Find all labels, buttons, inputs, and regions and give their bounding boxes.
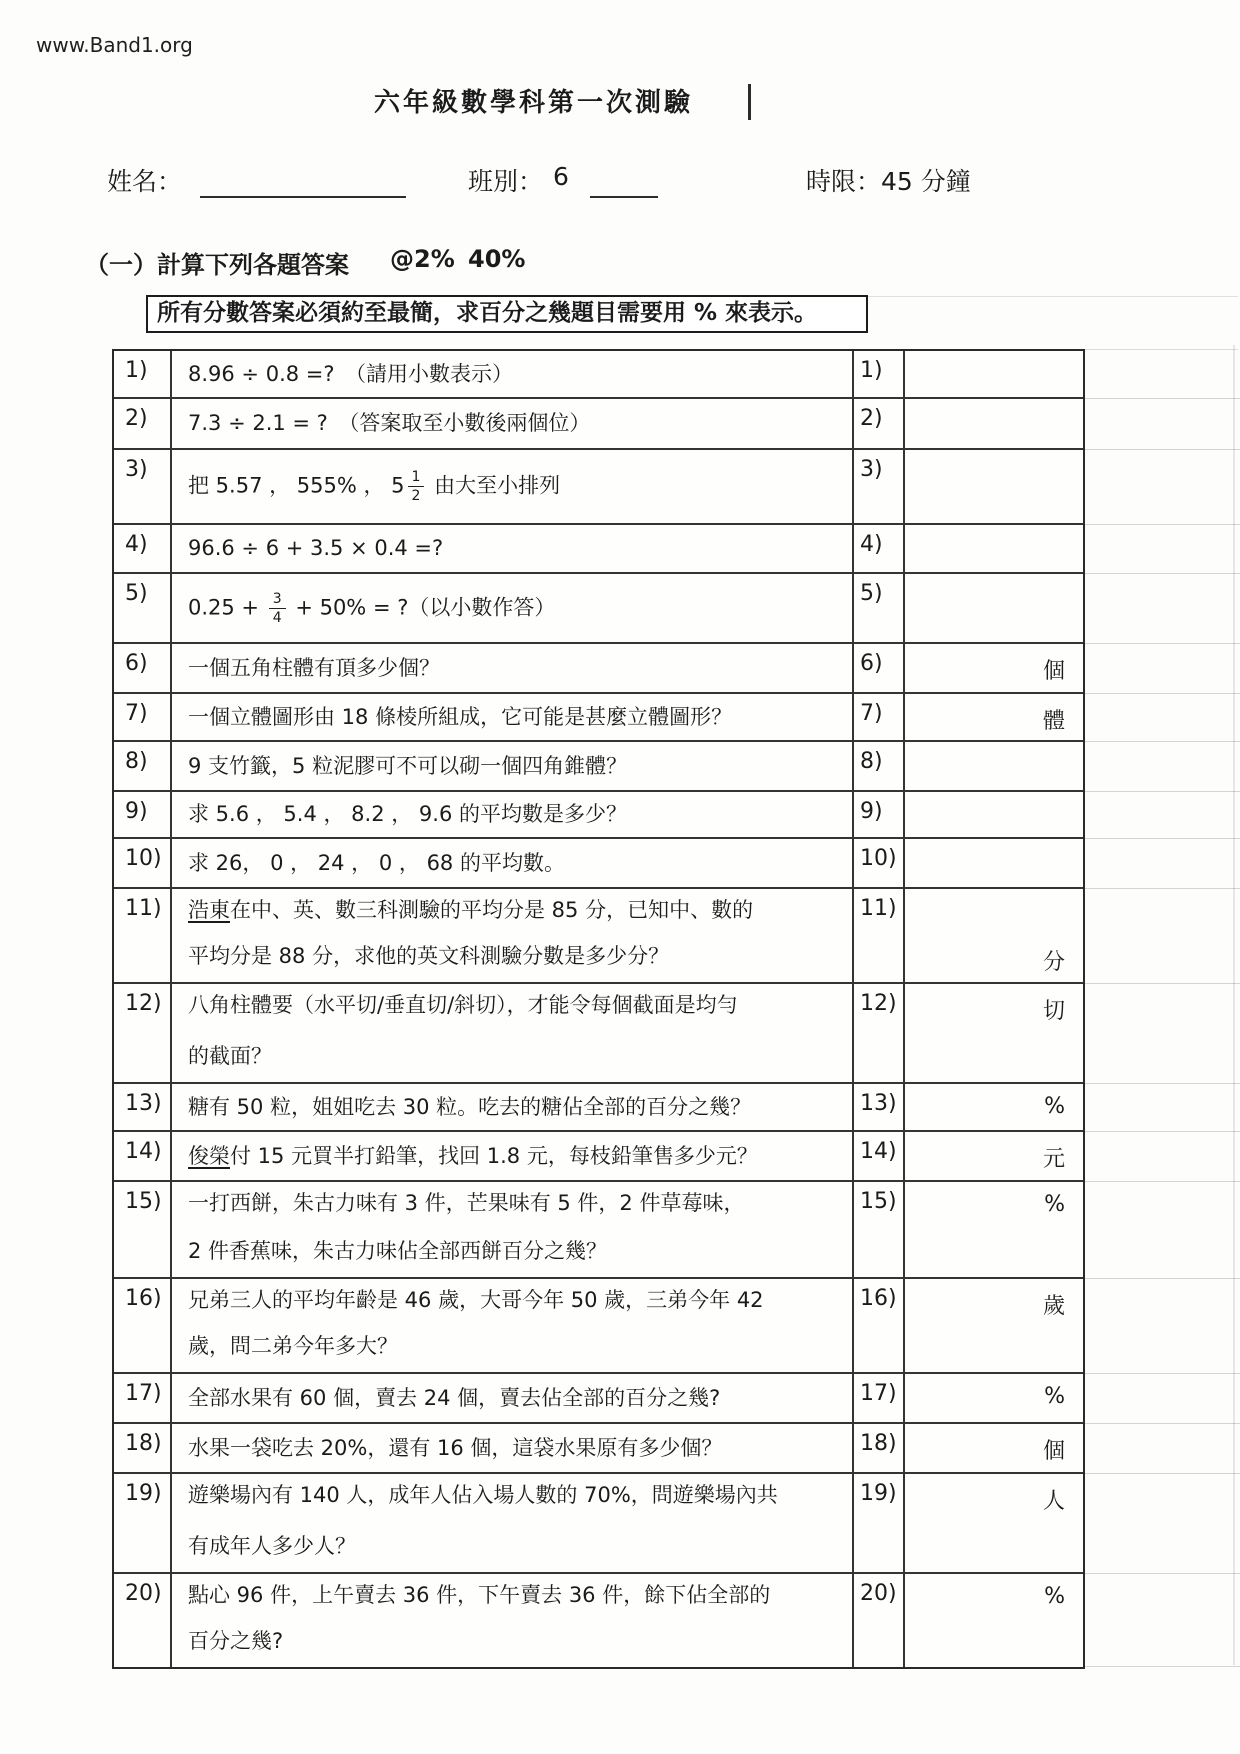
question-number: 7) <box>114 694 172 740</box>
question-number: 4) <box>114 525 172 572</box>
fraction-numerator: 1 <box>408 470 425 487</box>
question-text-line <box>188 1482 844 1508</box>
answer-number: 10) <box>852 839 905 887</box>
question-text <box>172 1374 852 1422</box>
section-heading: （一）計算下列各題答案 <box>85 251 349 279</box>
question-row <box>114 450 1083 525</box>
section-heading-row <box>0 245 1240 281</box>
question-row <box>114 1574 1083 1667</box>
question-row <box>114 644 1083 694</box>
answer-cell <box>905 574 1083 642</box>
scan-edge-artifact <box>1233 345 1235 1665</box>
question-text <box>172 525 852 572</box>
question-row <box>114 1374 1083 1424</box>
question-text-line <box>188 1043 844 1069</box>
answer-number: 18) <box>852 1424 905 1472</box>
text-segment: 96.6 ÷ 6 + 3.5 × 0.4 =? <box>188 536 444 561</box>
answer-cell <box>905 984 1083 1082</box>
answer-cell <box>905 742 1083 790</box>
answer-cell <box>905 1182 1083 1277</box>
text-segment: 百分之幾? <box>188 1628 284 1653</box>
question-text <box>172 450 852 523</box>
text-segment: 0.25 + <box>188 595 266 619</box>
total-marks: 40% <box>468 245 526 273</box>
question-row <box>114 889 1083 984</box>
answer-number: 12) <box>852 984 905 1082</box>
question-row <box>114 525 1083 574</box>
question-number: 2) <box>114 399 172 448</box>
text-segment: 把 5.57 ， 555% ， 5 <box>188 473 405 498</box>
question-text <box>172 792 852 837</box>
question-text-line <box>188 1238 844 1264</box>
class-value: 6 <box>553 162 569 191</box>
answer-cell <box>905 1574 1083 1667</box>
question-number: 10) <box>114 839 172 887</box>
question-row <box>114 351 1083 399</box>
fraction-denominator: 4 <box>272 609 282 626</box>
question-row <box>114 1279 1083 1374</box>
answer-number: 7) <box>852 694 905 740</box>
questions-table <box>112 349 1085 1669</box>
answer-cell <box>905 399 1083 448</box>
text-segment: 7.3 ÷ 2.1 = ? （答案取至小數後兩個位） <box>188 411 591 436</box>
question-text <box>172 984 852 1082</box>
question-text <box>172 889 852 982</box>
answer-number: 13) <box>852 1084 905 1130</box>
question-text-line <box>188 1385 844 1411</box>
marks-per-question: @2% <box>390 245 455 273</box>
question-text-line <box>188 361 844 387</box>
question-number: 6) <box>114 644 172 692</box>
text-segment: 由大至小排列 <box>427 473 561 498</box>
question-number: 20) <box>114 1574 172 1667</box>
question-row <box>114 1474 1083 1574</box>
question-text-line <box>188 850 844 876</box>
name-blank-line <box>200 196 406 198</box>
text-segment: 八角柱體要（水平切/垂直切/斜切），才能令每個截面是均勻 <box>188 993 738 1017</box>
question-text-line <box>188 655 844 681</box>
text-segment: 求 26， 0 ， 24 ， 0 ， 68 的平均數。 <box>188 850 565 875</box>
text-segment: 求 5.6 ， 5.4 ， 8.2 ， 9.6 的平均數是多少？ <box>188 802 627 827</box>
answer-cell <box>905 1424 1083 1472</box>
question-number: 15) <box>114 1182 172 1277</box>
answer-cell <box>905 839 1083 887</box>
instruction-note-box: 所有分數答案必須約至最簡，求百分之幾題目需要用 % 來表示。 <box>146 295 868 333</box>
question-text <box>172 839 852 887</box>
answer-unit: 個 <box>1042 1439 1065 1464</box>
answer-number: 11) <box>852 889 905 982</box>
fraction <box>408 470 425 503</box>
answer-unit: 體 <box>1042 709 1065 734</box>
question-text-line <box>188 1628 844 1654</box>
watermark: www.Band1.org <box>36 33 193 57</box>
answer-unit: % <box>1044 1384 1065 1409</box>
answer-number: 6) <box>852 644 905 692</box>
question-row <box>114 1424 1083 1474</box>
answer-cell <box>905 450 1083 523</box>
question-text-line <box>188 1094 844 1120</box>
answer-cell <box>905 694 1083 740</box>
question-text-line <box>188 1533 844 1559</box>
class-blank-line <box>590 196 658 198</box>
student-info-row <box>0 162 1240 206</box>
question-row <box>114 1182 1083 1279</box>
page-title: 六年級數學科第一次測驗 <box>374 88 694 118</box>
answer-cell <box>905 525 1083 572</box>
question-text <box>172 574 852 642</box>
text-segment: 點心 96 件，上午賣去 36 件，下午賣去 36 件，餘下佔全部的 <box>188 1583 771 1607</box>
scan-artifact-line <box>868 296 1238 297</box>
question-text-line <box>188 535 844 561</box>
text-segment: 在中、英、數三科測驗的平均分是 85 分，已知中、數的 <box>230 898 754 922</box>
text-segment: + 50% = ?（以小數作答） <box>288 595 556 619</box>
question-text-line <box>188 943 844 969</box>
answer-cell <box>905 1279 1083 1372</box>
text-segment: 2 件香蕉味，朱古力味佔全部西餅百分之幾？ <box>188 1238 608 1263</box>
underlined-name: 俊榮 <box>188 1143 230 1168</box>
answer-cell <box>905 1132 1083 1180</box>
answer-number: 2) <box>852 399 905 448</box>
text-segment: 兄弟三人的平均年齡是 46 歲，大哥今年 50 歲，三弟今年 42 <box>188 1288 764 1312</box>
answer-unit: 人 <box>1042 1489 1065 1514</box>
text-segment: 一個立體圖形由 18 條棱所組成，它可能是甚麼立體圖形？ <box>188 704 733 729</box>
answer-unit: 分 <box>1042 950 1065 975</box>
text-segment: 一打西餅，朱古力味有 3 件，芒果味有 5 件，2 件草莓味， <box>188 1191 745 1215</box>
question-text <box>172 1424 852 1472</box>
question-text-line <box>188 1143 844 1169</box>
underlined-name: 浩東 <box>188 898 230 922</box>
answer-number: 1) <box>852 351 905 397</box>
question-text <box>172 399 852 448</box>
answer-unit: 個 <box>1042 659 1065 684</box>
text-segment: 平均分是 88 分，求他的英文科測驗分數是多少分？ <box>188 943 670 968</box>
question-text-line <box>188 801 844 827</box>
answer-number: 4) <box>852 525 905 572</box>
question-number: 16) <box>114 1279 172 1372</box>
text-segment: 8.96 ÷ 0.8 =? （請用小數表示） <box>188 361 514 386</box>
answer-cell <box>905 1084 1083 1130</box>
question-text <box>172 1279 852 1372</box>
answer-unit: % <box>1044 1094 1065 1119</box>
question-number: 9) <box>114 792 172 837</box>
question-row <box>114 399 1083 450</box>
class-label: 班別： <box>468 167 544 196</box>
question-text <box>172 1084 852 1130</box>
question-text-line <box>188 704 844 730</box>
question-text-line <box>188 1582 844 1608</box>
answer-number: 19) <box>852 1474 905 1572</box>
text-segment: 付 15 元買半打鉛筆，找回 1.8 元，每枝鉛筆售多少元？ <box>230 1143 758 1168</box>
answer-number: 3) <box>852 450 905 523</box>
answer-cell <box>905 1474 1083 1572</box>
question-number: 17) <box>114 1374 172 1422</box>
text-segment: 有成年人多少人？ <box>188 1533 356 1558</box>
question-text-line <box>188 1287 844 1313</box>
text-segment: 糖有 50 粒，姐姐吃去 30 粒。吃去的糖佔全部的百分之幾？ <box>188 1094 752 1119</box>
question-text-line <box>188 1190 844 1216</box>
name-label: 姓名： <box>107 167 183 196</box>
question-number: 3) <box>114 450 172 523</box>
question-text-line <box>188 992 844 1018</box>
question-row <box>114 694 1083 742</box>
answer-cell <box>905 792 1083 837</box>
answer-number: 5) <box>852 574 905 642</box>
fraction-denominator: 2 <box>411 488 421 504</box>
question-text-line <box>188 470 844 503</box>
question-number: 14) <box>114 1132 172 1180</box>
question-number: 8) <box>114 742 172 790</box>
answer-number: 17) <box>852 1374 905 1422</box>
time-limit-label: 時限：45 分鐘 <box>806 167 971 196</box>
question-text <box>172 1474 852 1572</box>
question-number: 19) <box>114 1474 172 1572</box>
answer-number: 16) <box>852 1279 905 1372</box>
answer-unit: % <box>1044 1584 1065 1609</box>
scan-artifact-tick <box>748 84 751 120</box>
question-row <box>114 984 1083 1084</box>
text-segment: 的截面？ <box>188 1043 272 1068</box>
question-number: 18) <box>114 1424 172 1472</box>
question-text <box>172 351 852 397</box>
text-segment: 全部水果有 60 個，賣去 24 個，賣去佔全部的百分之幾? <box>188 1385 721 1410</box>
question-number: 11) <box>114 889 172 982</box>
text-segment: 歲，問二弟今年多大？ <box>188 1333 398 1358</box>
answer-unit: 元 <box>1042 1147 1065 1172</box>
question-row <box>114 1132 1083 1182</box>
question-number: 5) <box>114 574 172 642</box>
question-text-line <box>188 410 844 436</box>
question-text-line <box>188 1333 844 1359</box>
answer-number: 9) <box>852 792 905 837</box>
question-number: 13) <box>114 1084 172 1130</box>
text-segment: 9 支竹籤，5 粒泥膠可不可以砌一個四角錐體？ <box>188 753 628 778</box>
fraction <box>269 592 286 625</box>
question-text-line <box>188 592 844 625</box>
question-row <box>114 574 1083 644</box>
question-row <box>114 839 1083 889</box>
question-text-line <box>188 897 844 923</box>
answer-cell <box>905 889 1083 982</box>
question-text-line <box>188 753 844 779</box>
question-row <box>114 1084 1083 1132</box>
question-text <box>172 1132 852 1180</box>
answer-unit: 歲 <box>1042 1294 1065 1319</box>
question-number: 1) <box>114 351 172 397</box>
question-text <box>172 1574 852 1667</box>
answer-unit: % <box>1044 1192 1065 1217</box>
question-text <box>172 742 852 790</box>
question-text <box>172 694 852 740</box>
text-segment: 遊樂場內有 140 人，成年人佔入場人數的 70%，問遊樂場內共 <box>188 1483 778 1507</box>
answer-number: 20) <box>852 1574 905 1667</box>
fraction-numerator: 3 <box>269 592 286 609</box>
question-row <box>114 792 1083 839</box>
answer-number: 8) <box>852 742 905 790</box>
question-text-line <box>188 1435 844 1461</box>
question-row <box>114 742 1083 792</box>
answer-number: 14) <box>852 1132 905 1180</box>
question-text <box>172 644 852 692</box>
question-text <box>172 1182 852 1277</box>
answer-number: 15) <box>852 1182 905 1277</box>
answer-cell <box>905 644 1083 692</box>
text-segment: 水果一袋吃去 20%，還有 16 個，這袋水果原有多少個？ <box>188 1435 723 1460</box>
text-segment: 一個五角柱體有頂多少個？ <box>188 655 440 680</box>
answer-cell <box>905 1374 1083 1422</box>
answer-cell <box>905 351 1083 397</box>
question-number: 12) <box>114 984 172 1082</box>
scan-artifact-line <box>1085 349 1238 350</box>
answer-unit: 切 <box>1042 999 1065 1024</box>
